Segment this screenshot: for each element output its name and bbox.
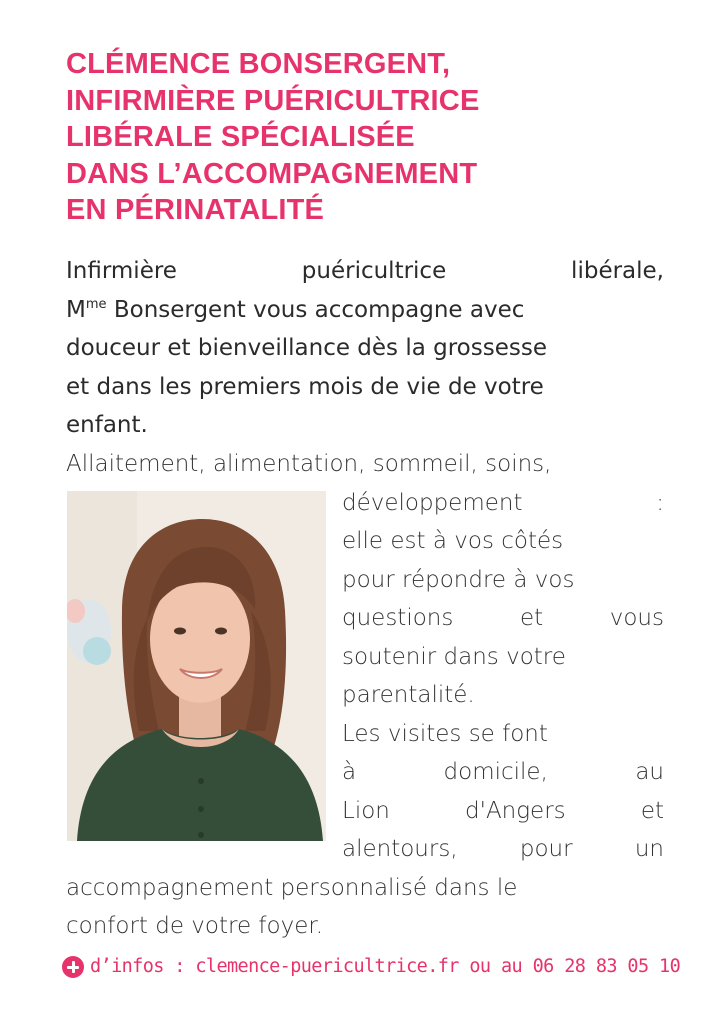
body-line: questions et vous <box>342 605 664 631</box>
body-line: Allaitement, alimentation, sommeil, soins, <box>66 451 552 477</box>
body-line: développement : <box>342 489 664 516</box>
body-line: à domicile, au <box>342 759 664 785</box>
intro-line: douceur et bienveillance dès la grossesse <box>66 335 547 361</box>
intro-paragraph <box>66 252 664 445</box>
intro-line: enfant. <box>66 412 148 438</box>
page-title <box>66 46 686 229</box>
plus-circle-icon <box>62 956 84 978</box>
body-line: soutenir dans votre <box>342 643 566 670</box>
intro-line <box>66 291 664 330</box>
intro-me-superscript: me <box>85 296 107 312</box>
body-paragraph <box>66 445 664 946</box>
intro-line: et dans les premiers mois de vie de votre <box>66 373 544 400</box>
title-line: EN PÉRINATALITÉ <box>66 194 325 226</box>
intro-line-rest: Bonsergent vous accompagne avec <box>106 296 525 323</box>
title-line: LIBÉRALE SPÉCIALISÉE <box>66 121 415 153</box>
body-line: elle est à vos côtés <box>342 528 564 554</box>
title-line: CLÉMENCE BONSERGENT, <box>66 48 451 80</box>
intro-line: Infirmière puéricultrice libérale, <box>66 258 664 284</box>
body-line: Lion d'Angers et <box>342 797 664 824</box>
contact-footer <box>62 952 702 982</box>
body-line: alentours, pour un <box>342 836 664 862</box>
contact-info-link[interactable]: d’infos : clemence-puericultrice.fr ou au 06 28 83 05 10 <box>90 956 681 977</box>
body-line: Les visites se font <box>342 720 548 747</box>
body-line: confort de votre foyer. <box>66 913 324 939</box>
body-line: parentalité. <box>342 682 475 708</box>
title-line: INFIRMIÈRE PUÉRICULTRICE <box>66 84 480 117</box>
body-line: accompagnement personnalisé dans le <box>66 874 518 901</box>
body-line: pour répondre à vos <box>342 566 575 593</box>
intro-m: M <box>66 296 86 323</box>
title-line: DANS L’ACCOMPAGNEMENT <box>66 157 478 190</box>
